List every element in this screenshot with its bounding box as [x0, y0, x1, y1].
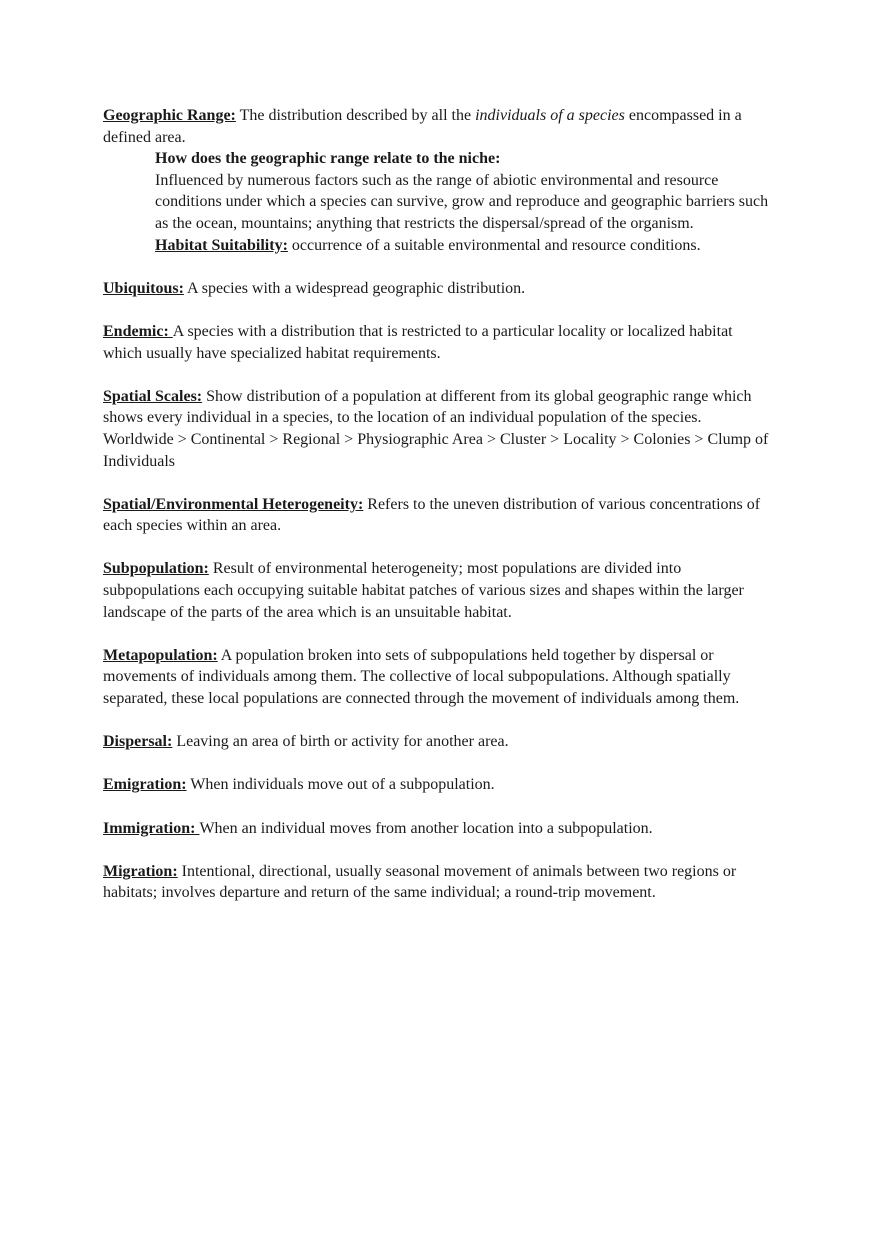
term-emigration: Emigration:	[103, 776, 187, 794]
niche-question: How does the geographic range relate to the niche:	[155, 150, 501, 168]
term-migration: Migration:	[103, 862, 178, 880]
migration-def: Intentional, directional, usually seasonal movement of animals between two regions or habitats; involves departure and return of the same individual; a round-trip movement.	[103, 862, 737, 902]
entry-emigration	[103, 774, 771, 796]
emigration-def: When individuals move out of a subpopulation.	[186, 776, 495, 794]
dispersal-def: Leaving an area of birth or activity for another area.	[172, 733, 509, 751]
immigration-def: When an individual moves from another location into a subpopulation.	[199, 819, 653, 837]
habitat-suitability	[155, 235, 771, 257]
endemic-def: A species with a distribution that is restricted to a particular locality or localized habitat which usually have specialized habitat requirements.	[103, 322, 733, 362]
niche-subsection	[155, 148, 771, 256]
subpopulation-def: Result of environmental heterogeneity; most populations are divided into subpopulations each occupying suitable habitat patches of various sizes and shapes within the larger landscape of the parts of the area which is an unsuitable habitat.	[103, 560, 744, 621]
entry-spatial-scales	[103, 386, 771, 472]
term-heterogeneity: Spatial/Environmental Heterogeneity:	[103, 495, 364, 513]
document-page	[103, 105, 771, 926]
term-geographic-range: Geographic Range:	[103, 107, 236, 124]
entry-dispersal	[103, 731, 771, 753]
geographic-range-definition	[103, 105, 771, 148]
def-text-before: The distribution described by all the	[235, 107, 476, 124]
def-text-italic: individuals of a species	[475, 107, 625, 124]
ubiquitous-def: A species with a widespread geographic distribution.	[183, 279, 526, 297]
entry-subpopulation	[103, 558, 771, 623]
spatial-scales-def: Show distribution of a population at different from its global geographic range which shows every individual in a species, to the location of an individual population of the species.	[103, 387, 752, 427]
entry-metapopulation	[103, 645, 771, 710]
entry-heterogeneity	[103, 494, 771, 537]
entry-ubiquitous	[103, 278, 771, 300]
entry-migration	[103, 861, 771, 904]
def-text-after: encompassed in a defined area.	[103, 107, 742, 146]
term-ubiquitous: Ubiquitous:	[103, 279, 184, 297]
heterogeneity-def: Refers to the uneven distribution of various concentrations of each species within an area.	[103, 495, 761, 535]
metapopulation-def: A population broken into sets of subpopulations held together by dispersal or movements of individuals among them. The collective of local subpopulations. Although spatially separated, these local populations are connected through the movement of individuals among them.	[103, 646, 740, 708]
term-metapopulation: Metapopulation:	[103, 646, 218, 664]
term-immigration: Immigration:	[103, 819, 200, 837]
term-dispersal: Dispersal:	[103, 733, 173, 751]
term-habitat-suitability: Habitat Suitability:	[155, 236, 288, 254]
entry-geographic-range	[103, 105, 771, 256]
term-spatial-scales: Spatial Scales:	[103, 387, 203, 405]
niche-answer: Influenced by numerous factors such as the range of abiotic environmental and resource conditions under which a species can survive, grow and reproduce and geographic barriers such as the ocean, mountains; anything that restricts the dispersal/spread of the organism.	[155, 171, 769, 232]
entry-immigration	[103, 818, 771, 840]
term-subpopulation: Subpopulation:	[103, 560, 209, 578]
term-endemic: Endemic:	[103, 322, 173, 340]
spatial-scales-hierarchy: Worldwide > Continental > Regional > Physiographic Area > Cluster > Locality > Colonies > Clump of Individuals	[103, 430, 769, 470]
habitat-suitability-def: occurrence of a suitable environmental and resource conditions.	[287, 236, 701, 254]
entry-endemic	[103, 321, 771, 364]
